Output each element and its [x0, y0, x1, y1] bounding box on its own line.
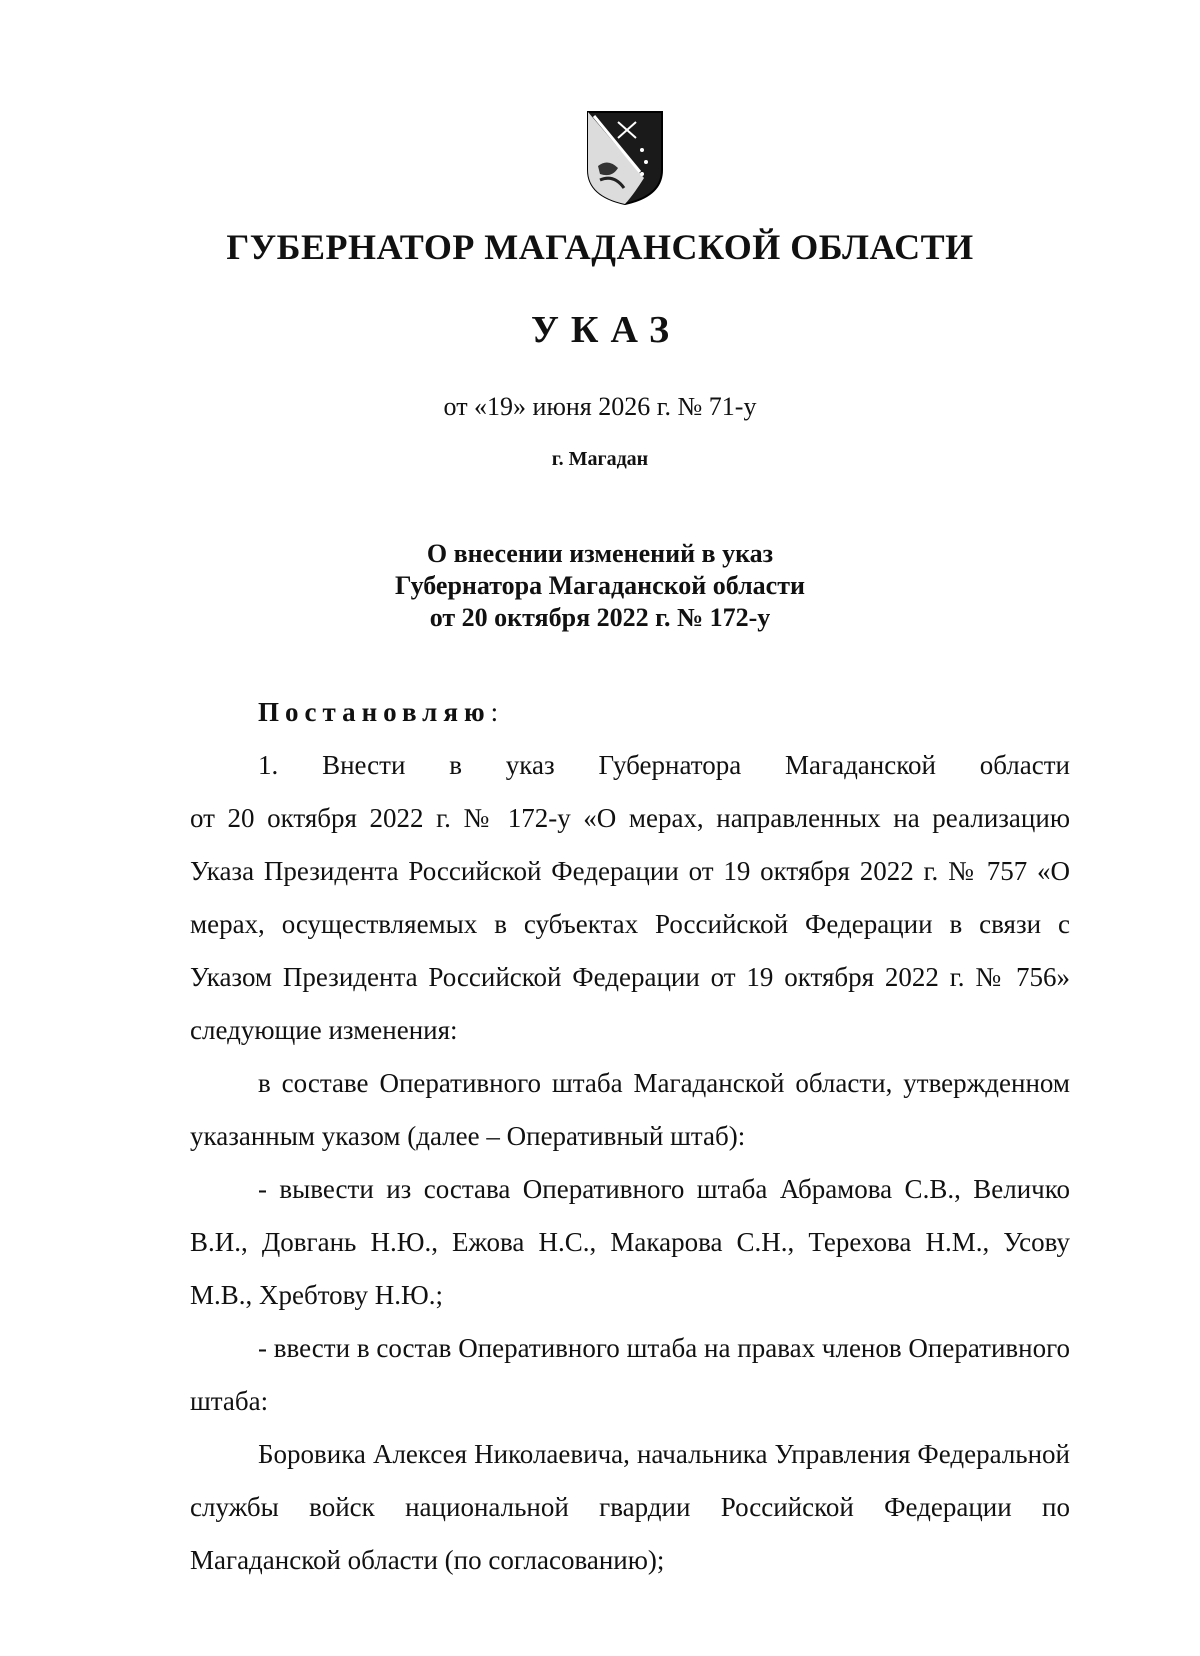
paragraph-5: Боровика Алексея Николаевича, начальника Управления Федеральной службы войск национальной гвардии Российской Федерации по Магаданской области (по согласованию); [190, 1439, 1070, 1575]
subject-line: О внесении изменений в указ [426, 539, 774, 568]
decree-word: Постановляю [258, 697, 491, 727]
paragraph-1-first-line: 1. Внести в указ Губернатора Магаданской области [258, 750, 1070, 780]
coat-of-arms-icon [584, 108, 666, 206]
paragraph-2: в составе Оперативного штаба Магаданской области, утвержденном указанным указом (далее – Оперативный штаб): [190, 1068, 1070, 1151]
paragraph-4: - ввести в состав Оперативного штаба на правах членов Оперативного штаба: [190, 1333, 1070, 1416]
document-body [190, 686, 1070, 1587]
document-subject [0, 538, 1200, 634]
subject-line: от 20 октября 2022 г. № 172-у [429, 603, 771, 632]
paragraph-3: - вывести из состава Оперативного штаба Абрамова С.В., Величко В.И., Довгань Н.Ю., Ежова Н.С., Макарова С.Н., Терехова Н.М., Усову М.В., Хребтову Н.Ю.; [190, 1174, 1070, 1310]
paragraph-1-body: от 20 октября 2022 г. № 172-у «О мерах, направленных на реализацию Указа Президента Российской Федерации от 19 октября 2022 г. № 757 «О мерах, осуществляемых в субъектах Российской Федерации в связи с Указом Президента Российской Федерации от 19 октября 2022 г. № 756» следующие изменения: [190, 803, 1070, 1045]
document-date-number: от «19» июня 2026 г. № 71-у [443, 392, 757, 421]
decree-heading [190, 686, 1070, 739]
decree-colon: : [490, 697, 499, 727]
document-kind: УКАЗ [531, 309, 681, 351]
subject-line: Губернатора Магаданской области [395, 571, 805, 600]
document-city: г. Магадан [551, 448, 649, 470]
organization-title: ГУБЕРНАТОР МАГАДАНСКОЙ ОБЛАСТИ [226, 227, 974, 267]
